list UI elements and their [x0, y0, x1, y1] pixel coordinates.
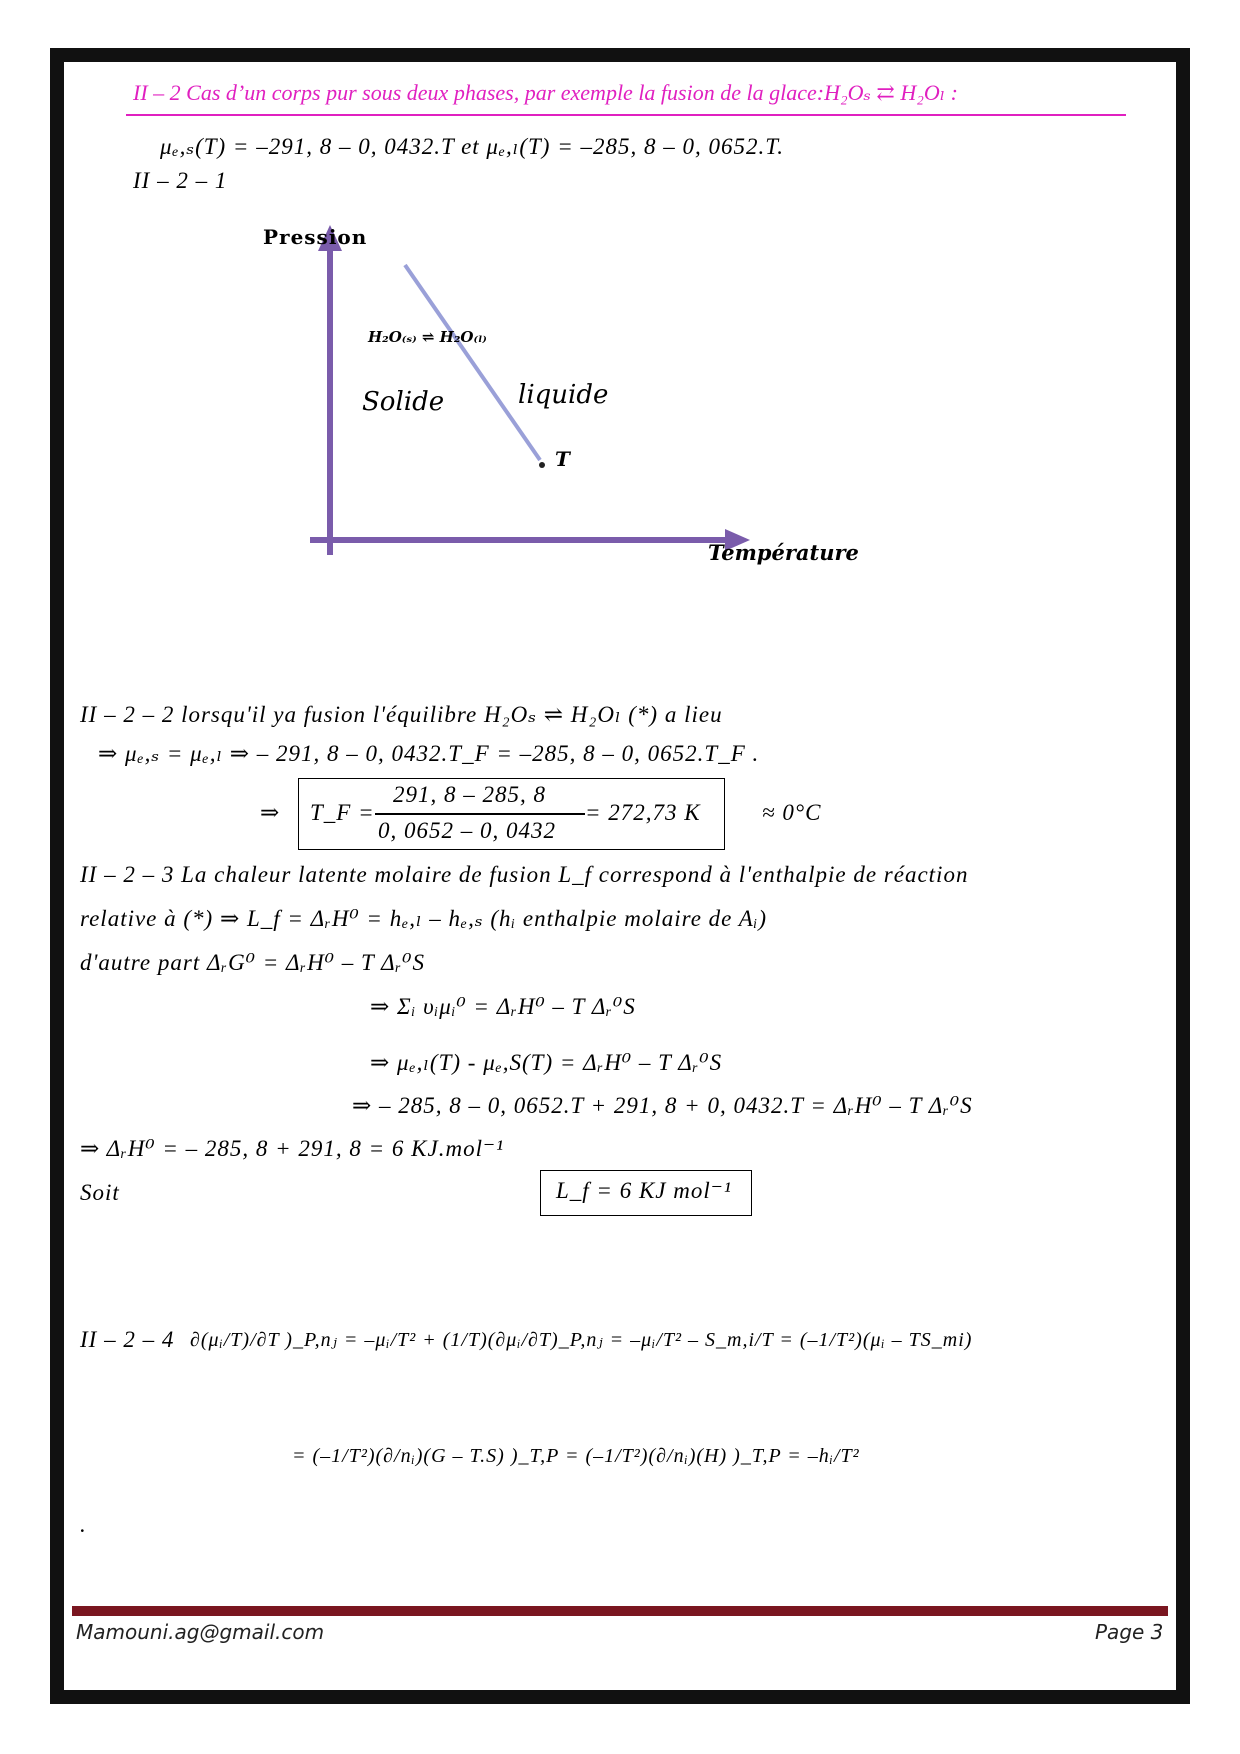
title-underline: [126, 114, 1126, 116]
footer-page-number: Page 3: [1095, 1620, 1164, 1644]
chemical-potentials: μₑ,ₛ(T) = –291, 8 – 0, 0432.T et μₑ,ₗ(T) = –285, 8 – 0, 0652.T.: [160, 134, 785, 159]
fusion-curve: [405, 265, 540, 460]
footer-rule: [72, 1606, 1168, 1616]
section-2-4-label: II – 2 – 4: [80, 1327, 175, 1352]
section-2-3-line3: d'autre part ΔᵣG⁰ = ΔᵣH⁰ – T Δᵣ⁰S: [80, 950, 425, 975]
section-2-3-line4: ⇒ Σᵢ υᵢμᵢ⁰ = ΔᵣH⁰ – T Δᵣ⁰S: [370, 994, 636, 1019]
tf-approx: ≈ 0°C: [762, 800, 822, 825]
footer-email[interactable]: Mamouni.ag@gmail.com: [76, 1620, 325, 1644]
section-title: II – 2 Cas d’un corps pur sous deux phases, par exemple la fusion de la glace:H₂Oₛ ⇄ H₂Oₗ :: [133, 80, 958, 105]
implies-arrow: ⇒: [260, 800, 281, 825]
section-2-2-line1: II – 2 – 2 lorsqu'il ya fusion l'équilibre H₂Oₛ ⇌ H₂Oₗ (*) a lieu: [80, 702, 723, 727]
point-label: T: [555, 447, 570, 471]
tf-symbol: T_F =: [310, 800, 375, 825]
section-2-3-line5: ⇒ μₑ,ₗ(T) - μₑ,S(T) = ΔᵣH⁰ – T Δᵣ⁰S: [370, 1050, 723, 1075]
section-2-1: II – 2 – 1: [133, 168, 228, 193]
section-2-4-line1: ∂(μᵢ/T)/∂T )_P,nⱼ = –μᵢ/T² + (1/T)(∂μᵢ/∂T)_P,nⱼ = –μᵢ/T² – S_m,i/T = (–1/T²)(μᵢ – TS_mi): [190, 1329, 973, 1351]
lf-result: L_f = 6 KJ mol⁻¹: [556, 1178, 732, 1203]
section-2-3-line2: relative à (*) ⇒ L_f = ΔᵣH⁰ = hₑ,ₗ – hₑ,ₛ (hᵢ enthalpie molaire de Aᵢ): [80, 906, 768, 931]
section-2-3-line1: II – 2 – 3 La chaleur latente molaire de fusion L_f correspond à l'enthalpie de réaction: [80, 862, 969, 887]
section-2-4-line2: = (–1/T²)(∂/nᵢ)(G – T.S) )_T,P = (–1/T²)(∂/nᵢ)(H) )_T,P = –hᵢ/T²: [292, 1445, 860, 1467]
tf-value: = 272,73 K: [585, 800, 701, 825]
diagram-equation: H₂O₍ₛ₎ ⇌ H₂O₍ₗ₎: [368, 328, 487, 346]
tf-numerator: 291, 8 – 285, 8: [393, 782, 546, 807]
fraction-bar: [375, 813, 585, 815]
section-2-3-line7: ⇒ ΔᵣH⁰ = – 285, 8 + 291, 8 = 6 KJ.mol⁻¹: [80, 1136, 504, 1161]
trailing-dot: .: [80, 1512, 87, 1537]
section-2-3-line6: ⇒ – 285, 8 – 0, 0652.T + 291, 8 + 0, 0432.T = ΔᵣH⁰ – T Δᵣ⁰S: [352, 1093, 973, 1118]
liquid-label: liquide: [518, 380, 609, 410]
tf-denominator: 0, 0652 – 0, 0432: [378, 818, 556, 843]
solid-label: Solide: [362, 387, 445, 417]
soit-label: Soit: [80, 1180, 120, 1205]
y-axis-label: Pression: [263, 225, 368, 249]
section-2-2-line2: ⇒ μₑ,ₛ = μₑ,ₗ ⇒ – 291, 8 – 0, 0432.T_F = –285, 8 – 0, 0652.T_F .: [98, 741, 760, 766]
x-axis-label: Température: [708, 540, 859, 565]
point-marker: [539, 462, 545, 468]
